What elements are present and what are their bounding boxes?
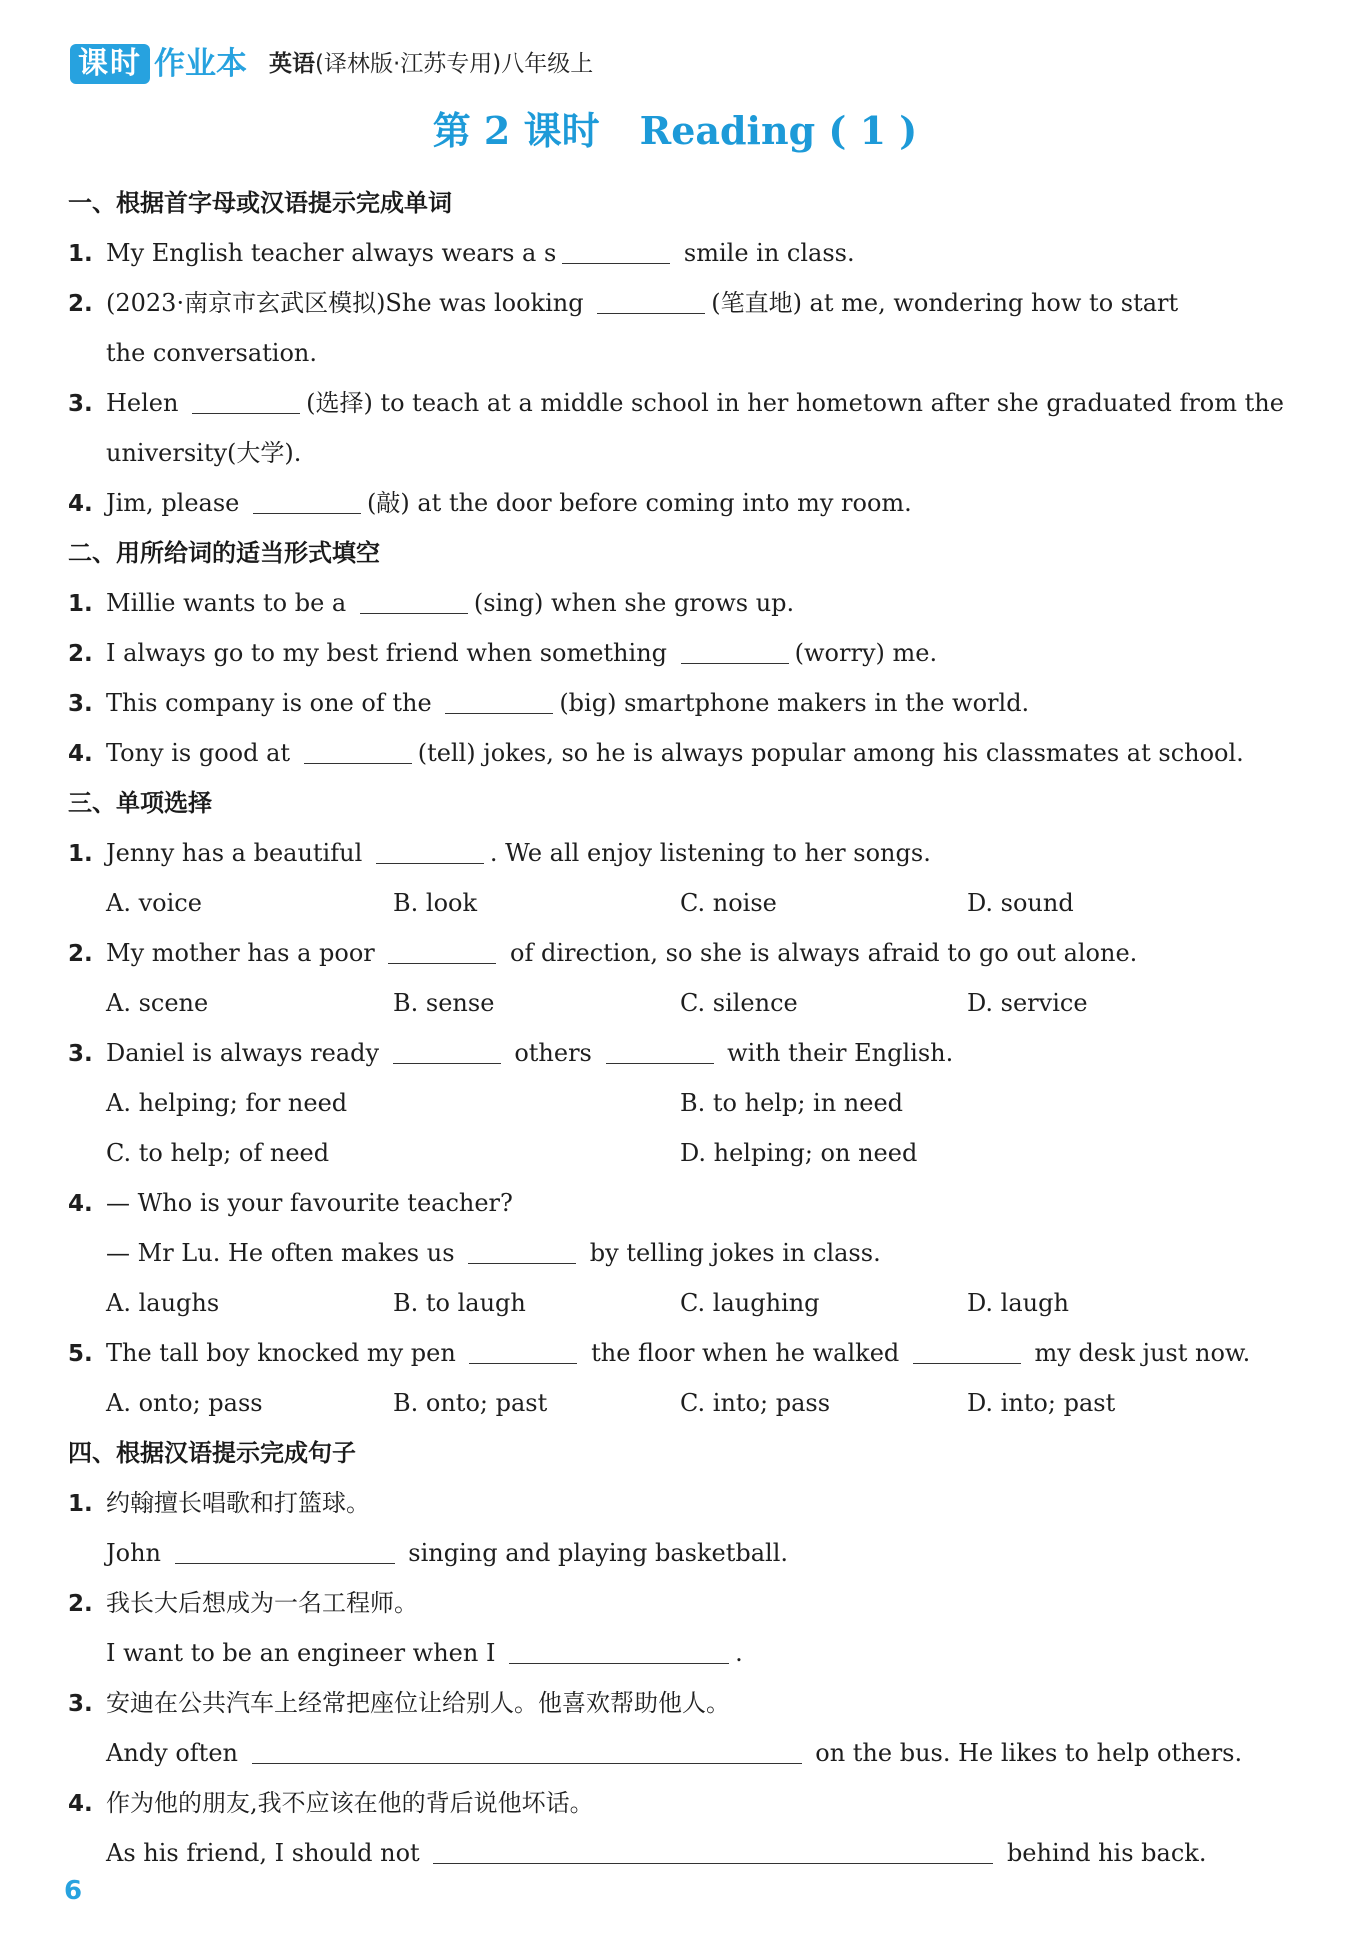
question-number: 3. bbox=[68, 691, 93, 717]
option-a[interactable]: A. helping; for need bbox=[106, 1089, 348, 1117]
question-number: 4. bbox=[68, 741, 93, 767]
option-d[interactable]: D. service bbox=[967, 989, 1088, 1017]
question-number: 3. bbox=[68, 391, 93, 417]
section-heading: 四、根据汉语提示完成句子 bbox=[68, 1439, 356, 1467]
page-number: 6 bbox=[64, 1876, 83, 1906]
book-subtitle bbox=[269, 44, 593, 84]
answer-blank[interactable] bbox=[606, 1039, 714, 1064]
answer-blank[interactable] bbox=[192, 389, 300, 414]
option-b[interactable]: B. to laugh bbox=[393, 1289, 526, 1317]
question-text: My English teacher always wears a s bbox=[106, 239, 557, 267]
question-line bbox=[68, 1228, 1268, 1278]
question-line bbox=[68, 628, 1268, 678]
question-line bbox=[68, 478, 1268, 528]
section-heading: 三、单项选择 bbox=[68, 789, 212, 817]
question-text: I want to be an engineer when I bbox=[106, 1639, 504, 1667]
question-number: 4. bbox=[68, 1791, 93, 1817]
question-number: 2. bbox=[68, 1591, 93, 1617]
question-text: others bbox=[506, 1039, 600, 1067]
question-line bbox=[68, 1028, 1268, 1078]
answer-blank[interactable] bbox=[469, 1339, 577, 1364]
question-line bbox=[68, 1628, 1268, 1678]
question-text: (敲) at the door before coming into my room. bbox=[367, 489, 912, 517]
options-row bbox=[68, 878, 1268, 928]
option-d[interactable]: D. helping; on need bbox=[680, 1139, 918, 1167]
question-text: singing and playing basketball. bbox=[400, 1539, 789, 1567]
question-number: 2. bbox=[68, 641, 93, 667]
answer-blank[interactable] bbox=[445, 689, 553, 714]
lesson-number: 第 2 课时 bbox=[432, 108, 600, 153]
logo-text: 作业本 bbox=[154, 46, 247, 82]
question-number: 2. bbox=[68, 941, 93, 967]
option-d[interactable]: D. laugh bbox=[967, 1289, 1069, 1317]
question-line: the conversation. bbox=[106, 339, 317, 367]
option-c[interactable]: C. laughing bbox=[680, 1289, 820, 1317]
question-number: 1. bbox=[68, 591, 93, 617]
question-text: Helen bbox=[106, 389, 187, 417]
question-line: university(大学). bbox=[106, 439, 302, 467]
question-text: of direction, so she is always afraid to go out alone. bbox=[502, 939, 1138, 967]
question-number: 3. bbox=[68, 1041, 93, 1067]
question-line bbox=[68, 1178, 1268, 1228]
question-number: 3. bbox=[68, 1691, 93, 1717]
question-text: I always go to my best friend when something bbox=[106, 639, 675, 667]
question-text: — Mr Lu. He often makes us bbox=[106, 1239, 463, 1267]
option-b[interactable]: B. to help; in need bbox=[680, 1089, 904, 1117]
question-line bbox=[68, 1778, 1268, 1828]
question-text: my desk just now. bbox=[1026, 1339, 1251, 1367]
option-c[interactable]: C. noise bbox=[680, 889, 777, 917]
question-text: (tell) jokes, so he is always popular among his classmates at school. bbox=[417, 739, 1244, 767]
chinese-prompt: 我长大后想成为一名工程师。 bbox=[106, 1589, 418, 1617]
option-c[interactable]: C. to help; of need bbox=[106, 1139, 330, 1167]
page-header bbox=[70, 38, 593, 84]
answer-blank[interactable] bbox=[597, 289, 705, 314]
answer-blank[interactable] bbox=[509, 1639, 729, 1664]
answer-blank[interactable] bbox=[562, 239, 670, 264]
question-line bbox=[68, 278, 1268, 328]
chinese-prompt: 约翰擅长唱歌和打篮球。 bbox=[106, 1489, 370, 1517]
logo-badge: 课时 bbox=[70, 44, 150, 84]
option-d[interactable]: D. sound bbox=[967, 889, 1074, 917]
option-a[interactable]: A. onto; pass bbox=[106, 1389, 263, 1417]
section-heading: 一、根据首字母或汉语提示完成单词 bbox=[68, 189, 452, 217]
options-row bbox=[68, 1378, 1268, 1428]
question-text: (big) smartphone makers in the world. bbox=[559, 689, 1030, 717]
question-line bbox=[68, 928, 1268, 978]
lesson-name: Reading ( 1 ) bbox=[639, 108, 918, 153]
question-line bbox=[68, 378, 1284, 428]
question-line bbox=[68, 1528, 1268, 1578]
question-text: with their English. bbox=[719, 1039, 954, 1067]
question-line bbox=[68, 1328, 1268, 1378]
answer-blank[interactable] bbox=[433, 1839, 993, 1864]
worksheet-content bbox=[68, 178, 1284, 1878]
edition-label: (译林版·江苏专用)八年级上 bbox=[315, 51, 594, 77]
option-d[interactable]: D. into; past bbox=[967, 1389, 1116, 1417]
answer-blank[interactable] bbox=[388, 939, 496, 964]
question-number: 1. bbox=[68, 241, 93, 267]
question-text: (sing) when she grows up. bbox=[473, 589, 795, 617]
question-text: Jim, please bbox=[106, 489, 248, 517]
question-text: Daniel is always ready bbox=[106, 1039, 387, 1067]
answer-blank[interactable] bbox=[253, 489, 361, 514]
section-heading: 二、用所给词的适当形式填空 bbox=[68, 539, 380, 567]
option-a[interactable]: A. scene bbox=[106, 989, 209, 1017]
question-line bbox=[68, 228, 1268, 278]
question-text: (笔直地) at me, wondering how to start bbox=[711, 289, 1179, 317]
question-line bbox=[68, 1728, 1268, 1778]
question-line bbox=[68, 1828, 1268, 1878]
question-text: . bbox=[735, 1639, 743, 1667]
option-b[interactable]: B. onto; past bbox=[393, 1389, 548, 1417]
question-text: Tony is good at bbox=[106, 739, 298, 767]
option-b[interactable]: B. look bbox=[393, 889, 478, 917]
answer-blank[interactable] bbox=[304, 739, 412, 764]
question-text: As his friend, I should not bbox=[106, 1839, 428, 1867]
question-line bbox=[68, 678, 1268, 728]
question-text: by telling jokes in class. bbox=[582, 1239, 881, 1267]
question-text: (选择) to teach at a middle school in her hometown after she graduated from the bbox=[306, 389, 1284, 417]
question-text: smile in class. bbox=[676, 239, 855, 267]
chinese-prompt: 作为他的朋友,我不应该在他的背后说他坏话。 bbox=[106, 1789, 594, 1817]
answer-blank[interactable] bbox=[913, 1339, 1021, 1364]
chinese-prompt: 安迪在公共汽车上经常把座位让给别人。他喜欢帮助他人。 bbox=[106, 1689, 730, 1717]
options-row bbox=[68, 1128, 1268, 1178]
question-text: — Who is your favourite teacher? bbox=[106, 1189, 513, 1217]
answer-blank[interactable] bbox=[376, 839, 484, 864]
question-line bbox=[68, 828, 1268, 878]
question-line bbox=[68, 728, 1268, 778]
question-number: 2. bbox=[68, 291, 93, 317]
question-number: 1. bbox=[68, 841, 93, 867]
option-c[interactable]: C. silence bbox=[680, 989, 798, 1017]
question-text: This company is one of the bbox=[106, 689, 440, 717]
options-row bbox=[68, 1278, 1268, 1328]
option-b[interactable]: B. sense bbox=[393, 989, 495, 1017]
question-text: The tall boy knocked my pen bbox=[106, 1339, 464, 1367]
question-text: on the bus. He likes to help others. bbox=[807, 1739, 1243, 1767]
question-number: 1. bbox=[68, 1491, 93, 1517]
answer-blank[interactable] bbox=[681, 639, 789, 664]
question-text: (2023·南京市玄武区模拟)She was looking bbox=[106, 289, 592, 317]
answer-blank[interactable] bbox=[393, 1039, 501, 1064]
answer-blank[interactable] bbox=[360, 589, 468, 614]
question-line bbox=[68, 578, 1268, 628]
question-text: Andy often bbox=[106, 1739, 246, 1767]
answer-blank[interactable] bbox=[468, 1239, 576, 1264]
options-row bbox=[68, 1078, 1268, 1128]
question-text: the floor when he walked bbox=[583, 1339, 907, 1367]
question-text: . We all enjoy listening to her songs. bbox=[489, 839, 931, 867]
options-row bbox=[68, 978, 1268, 1028]
question-text: Jenny has a beautiful bbox=[106, 839, 370, 867]
question-text: John bbox=[106, 1539, 169, 1567]
question-text: Millie wants to be a bbox=[106, 589, 354, 617]
option-a[interactable]: A. voice bbox=[106, 889, 202, 917]
question-number: 4. bbox=[68, 491, 93, 517]
answer-blank[interactable] bbox=[252, 1739, 802, 1764]
option-c[interactable]: C. into; pass bbox=[680, 1389, 831, 1417]
question-number: 4. bbox=[68, 1191, 93, 1217]
subject-label: 英语 bbox=[269, 51, 315, 77]
question-text: (worry) me. bbox=[794, 639, 938, 667]
question-line bbox=[68, 1578, 1268, 1628]
question-text: behind his back. bbox=[999, 1839, 1207, 1867]
lesson-title bbox=[0, 100, 1350, 155]
question-text: My mother has a poor bbox=[106, 939, 383, 967]
option-a[interactable]: A. laughs bbox=[106, 1289, 220, 1317]
question-number: 5. bbox=[68, 1341, 93, 1367]
answer-blank[interactable] bbox=[175, 1539, 395, 1564]
question-line bbox=[68, 1478, 1268, 1528]
question-line bbox=[68, 1678, 1268, 1728]
